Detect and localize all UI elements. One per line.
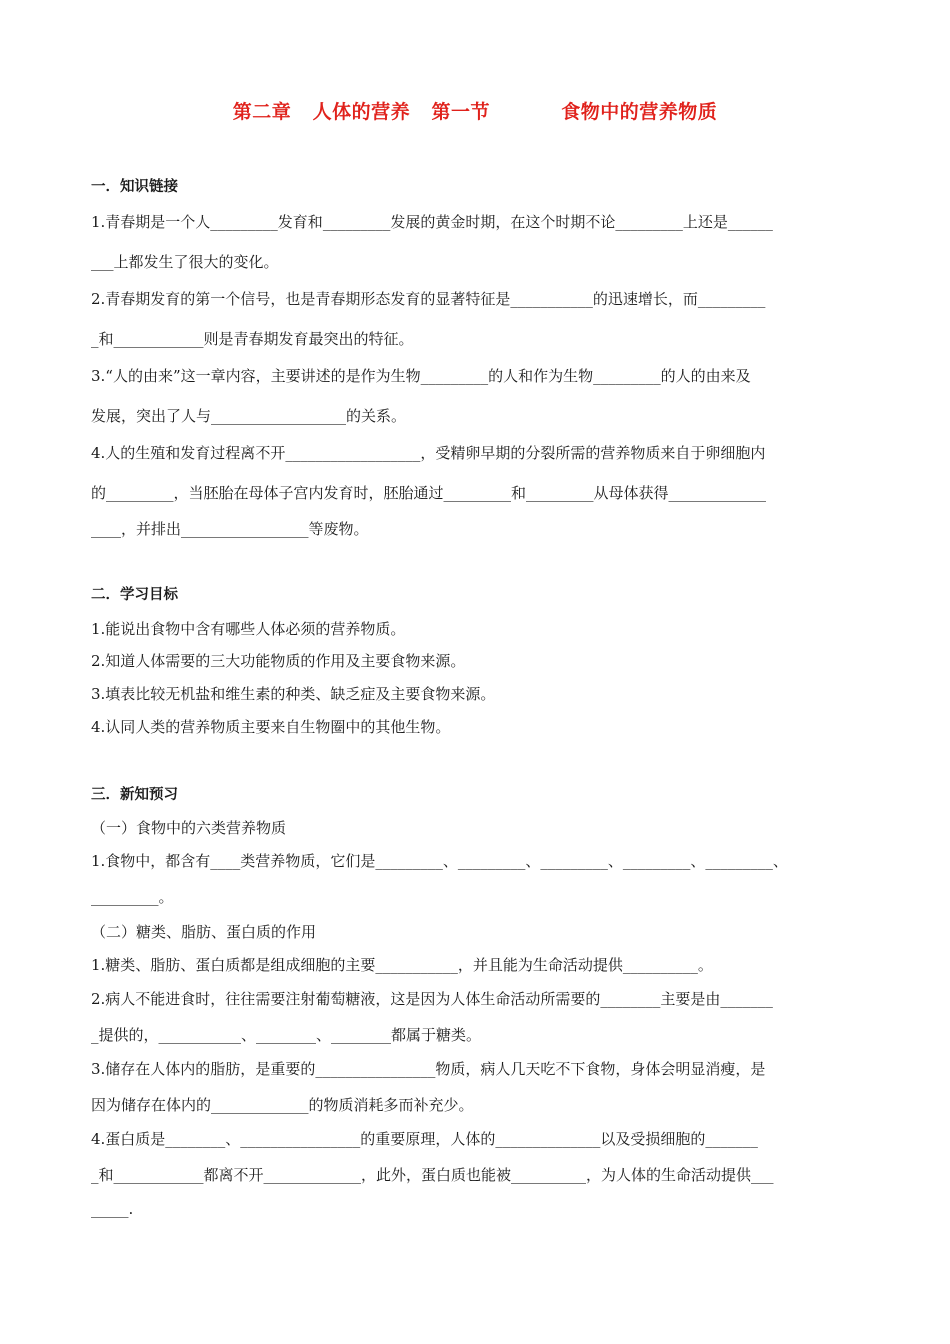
s1-q1-line2: ___上都发生了很大的变化。 xyxy=(91,253,279,271)
s3-q1-line2: _________。 xyxy=(91,888,174,906)
subsection1-heading: （一）食物中的六类营养物质 xyxy=(91,819,287,837)
s1-q3-line1: 3.“人的由来”这一章内容，主要讲述的是作为生物_________的人和作为生物_________的人的由来及 xyxy=(91,367,751,385)
goal-item: 3.填表比较无机盐和维生素的种类、缺乏症及主要食物来源。 xyxy=(91,685,496,703)
section1-heading: 一．知识链接 xyxy=(91,179,178,195)
s3-sub2-q3-line1: 3.储存在人体内的脂肪，是重要的________________物质，病人几天吃不下食物，身体会明显消瘦，是 xyxy=(91,1060,766,1078)
goal-item: 2.知道人体需要的三大功能物质的作用及主要食物来源。 xyxy=(91,652,466,670)
title-section: 第一节 xyxy=(431,101,491,123)
s3-sub2-q4-line2: _和____________都离不开_____________，此外，蛋白质也能被__________，为人体的生命活动提供___ xyxy=(91,1166,774,1184)
s3-q1-line1: 1.食物中，都含有____类营养物质，它们是_________、_________、_________、_________、_________、 xyxy=(91,852,788,870)
section2-heading: 二．学习目标 xyxy=(91,587,178,603)
s1-q2-line1: 2.青春期发育的第一个信号，也是青春期形态发育的显著特征是___________的迅速增长，而_________ xyxy=(91,290,766,308)
s1-q1-line1: 1.青春期是一个人_________发育和_________发展的黄金时期，在这个时期不论_________上还是______ xyxy=(91,213,773,231)
s1-q4-line2: 的_________，当胚胎在母体子宫内发育时，胚胎通过_________和_________从母体获得_____________ xyxy=(91,484,767,502)
title-chapter: 第二章 xyxy=(232,101,292,123)
s1-q2-line2: _和____________则是青春期发育最突出的特征。 xyxy=(91,330,414,348)
s3-sub2-q4-line1: 4.蛋白质是________、________________的重要原理，人体的______________以及受损细胞的_______ xyxy=(91,1130,758,1148)
title-topic: 食物中的营养物质 xyxy=(561,101,718,123)
s3-sub2-q1: 1.糖类、脂肪、蛋白质都是组成细胞的主要___________，并且能为生命活动提供__________。 xyxy=(91,956,713,974)
s1-q3-line2: 发展，突出了人与__________________的关系。 xyxy=(91,407,407,425)
s3-sub2-q4-line3: _____. xyxy=(91,1200,134,1218)
s3-sub2-q2-line2: _提供的，___________、________、________都属于糖类。 xyxy=(91,1026,482,1044)
title-unit: 人体的营养 xyxy=(312,101,411,123)
s1-q4-line1: 4.人的生殖和发育过程离不开__________________，受精卵早期的分裂所需的营养物质来自于卵细胞内 xyxy=(91,444,766,462)
goal-item: 1.能说出食物中含有哪些人体必须的营养物质。 xyxy=(91,620,406,638)
page-title xyxy=(0,97,950,124)
s3-sub2-q3-line2: 因为储存在体内的_____________的物质消耗多而补充少。 xyxy=(91,1096,474,1114)
goal-item: 4.认同人类的营养物质主要来自生物圈中的其他生物。 xyxy=(91,718,451,736)
s1-q4-line3: ____，并排出_________________等废物。 xyxy=(91,520,369,538)
s3-sub2-q2-line1: 2.病人不能进食时，往往需要注射葡萄糖液，这是因为人体生命活动所需要的________主要是由_______ xyxy=(91,990,773,1008)
section3-heading: 三．新知预习 xyxy=(91,787,178,803)
subsection2-heading: （二）糖类、脂肪、蛋白质的作用 xyxy=(91,923,317,941)
